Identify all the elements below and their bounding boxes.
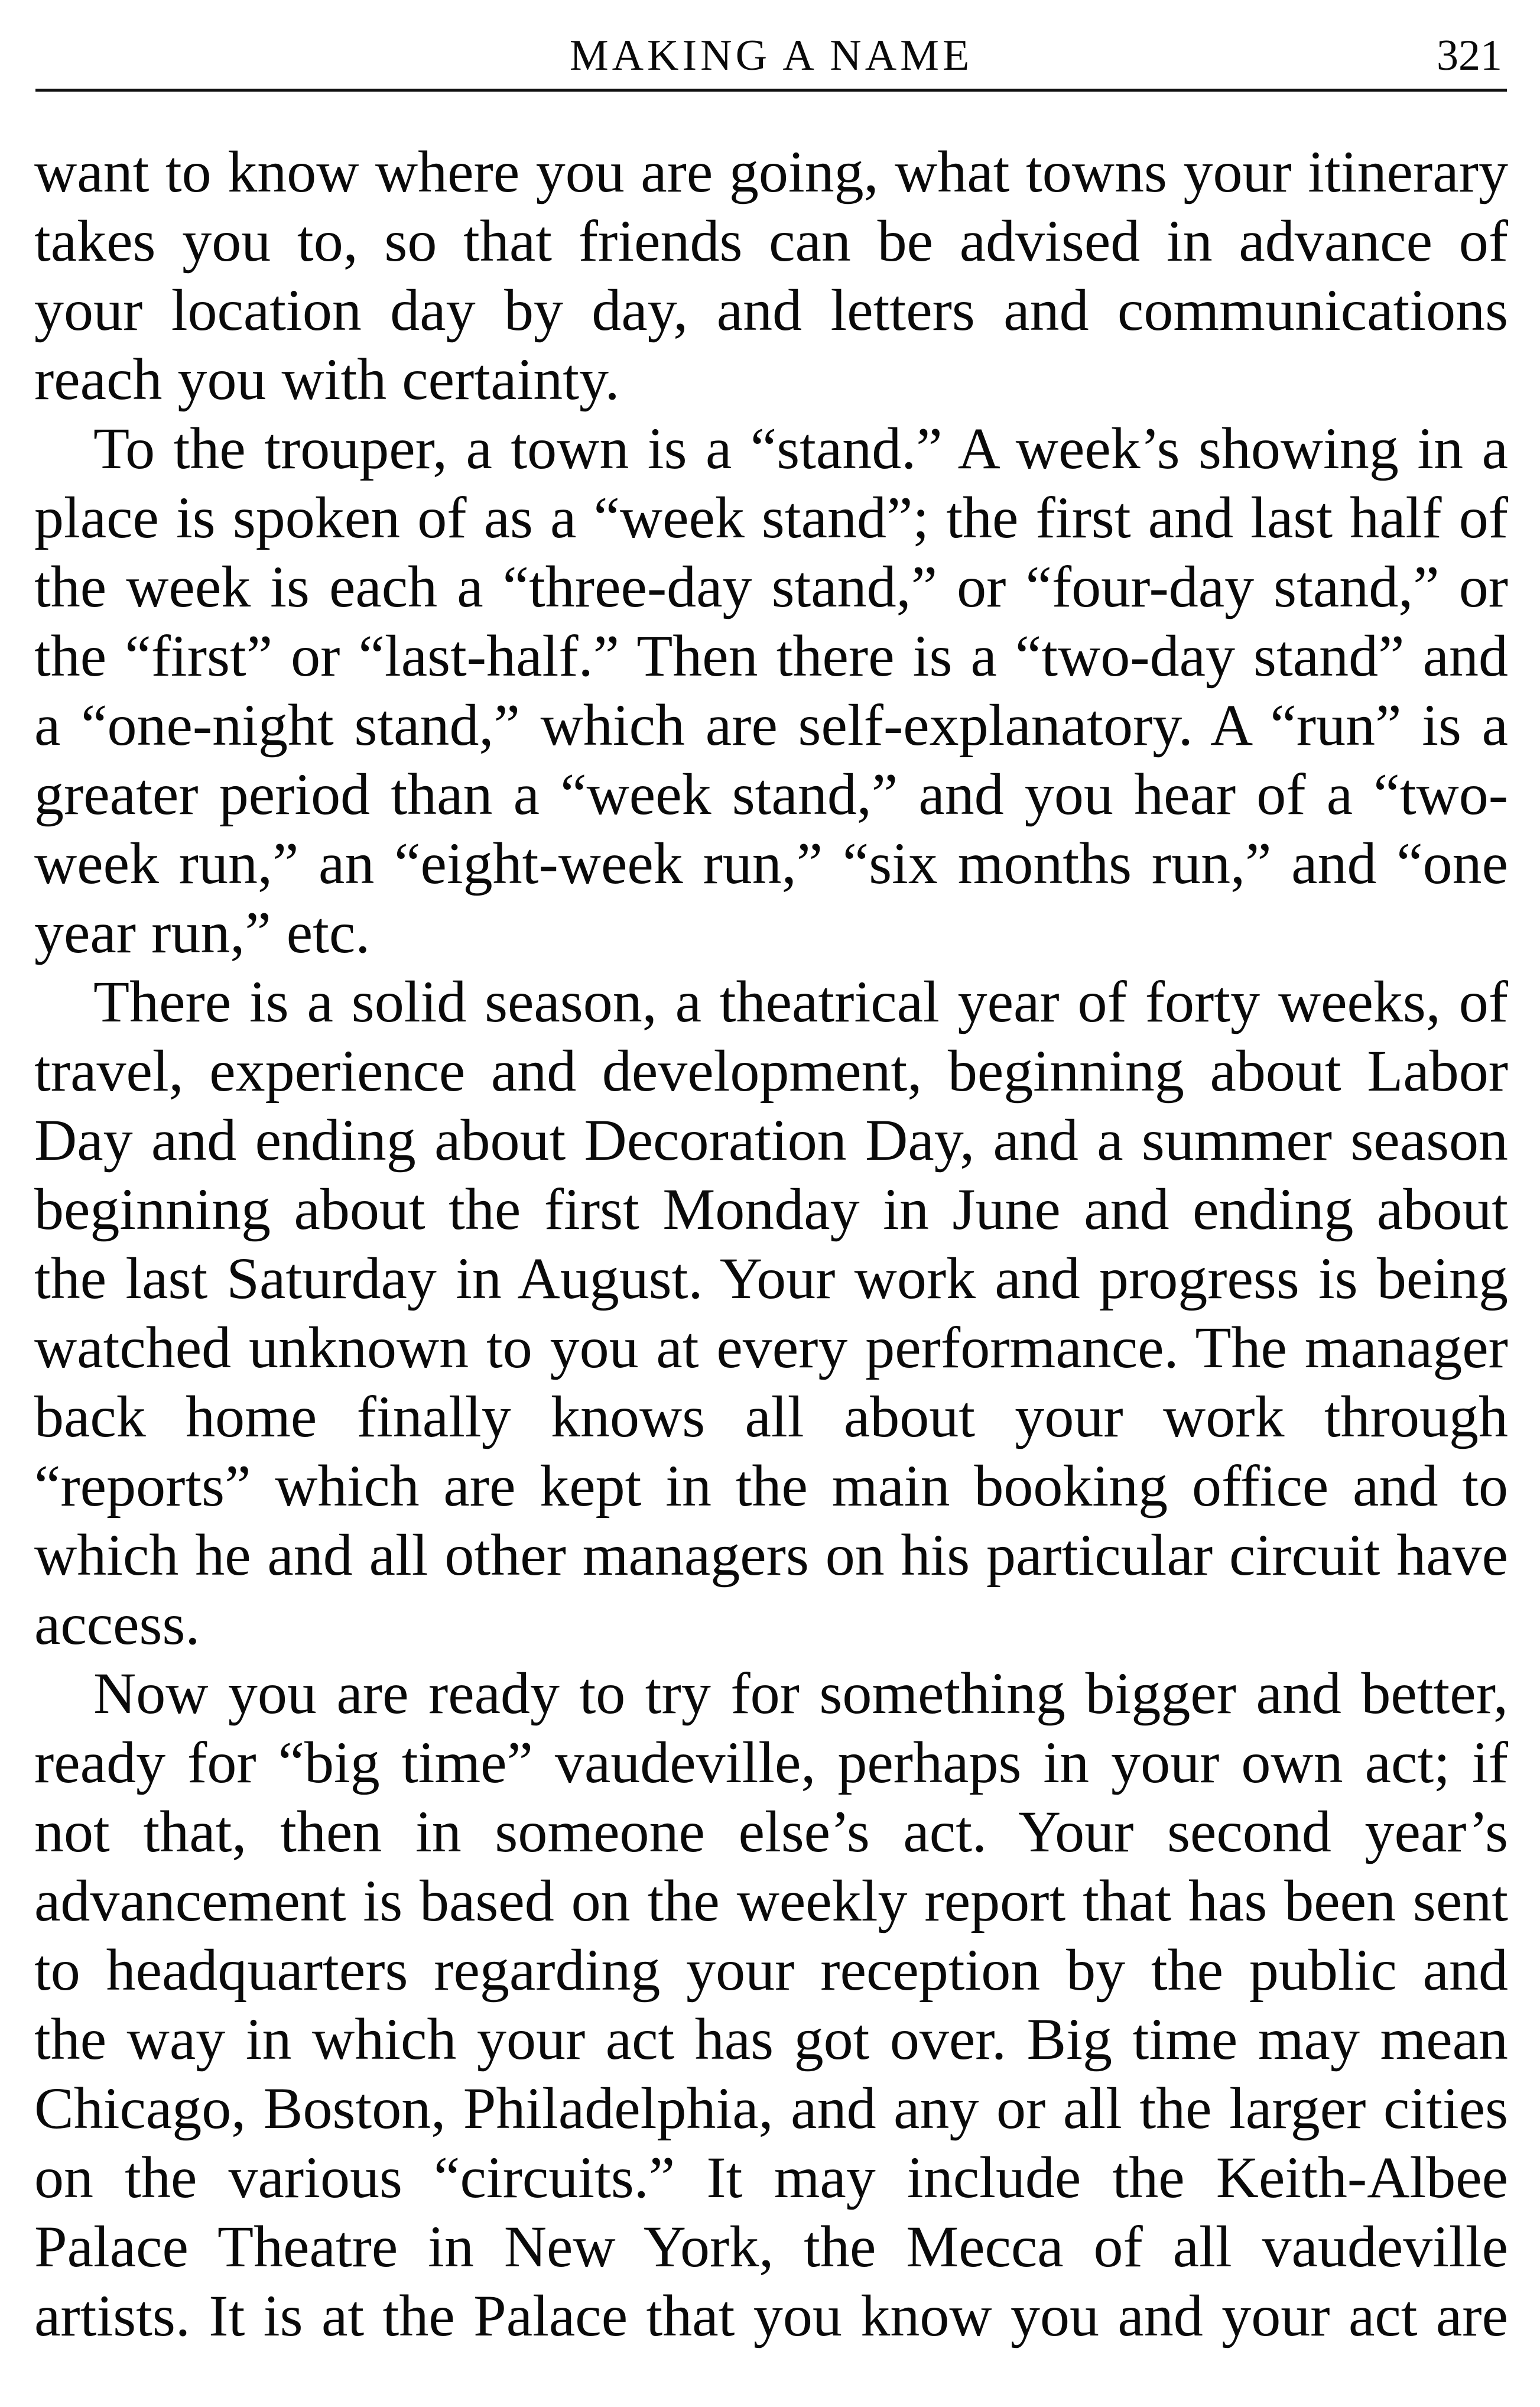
paragraph-big-time: Now you are ready to try for something bigger and better, ready for “big time” vaudeville, perhaps in your own act; if not that, then in someone else’s act. Your second year’s advancement is based on the weekly report that has been sent to headquarters regarding your reception by the public and the way in which your act has got over. Big time may mean Chicago, Boston, Philadelphia, and any or all the larger cities on the various “circuits.” It may include the Keith-Albee Palace Theatre in New York, the Mecca of all vaudeville artists. It is at the Palace that you know you and your act are <box>34 1660 1508 2348</box>
paragraph-continued: want to know where you are going, what towns your itinerary takes you to, so that friends can be advised in advance of your location day by day, and letters and communications reach you with certainty. <box>34 139 1508 412</box>
header-rule <box>35 89 1507 92</box>
body-text <box>34 137 1508 2350</box>
page-number: 321 <box>1437 31 1502 80</box>
paragraph-season: There is a solid season, a theatrical year of forty weeks, of travel, experience and development, beginning about Labor Day and ending about Decoration Day, and a summer season beginning about the first Monday in June and ending about the last Saturday in August. Your work and progress is being watched unknown to you at every performance. The manager back home finally knows all about your work through “reports” which are kept in the main booking office and to which he and all other managers on his particular circuit have access. <box>34 969 1508 1657</box>
running-title: MAKING A NAME <box>569 31 973 80</box>
running-head <box>35 22 1507 93</box>
paragraph-stand-terms: To the trouper, a town is a “stand.” A week’s showing in a place is spoken of as a “week stand”; the first and last half of the week is each a “three-day stand,” or “four-day stand,” or the “first” or “last-half.” Then there is a “two-day stand” and a “one-night stand,” which are self-explanatory. A “run” is a greater period than a “week stand,” and you hear of a “two-week run,” an “eight-week run,” “six months run,” and “one year run,” etc. <box>34 416 1508 965</box>
